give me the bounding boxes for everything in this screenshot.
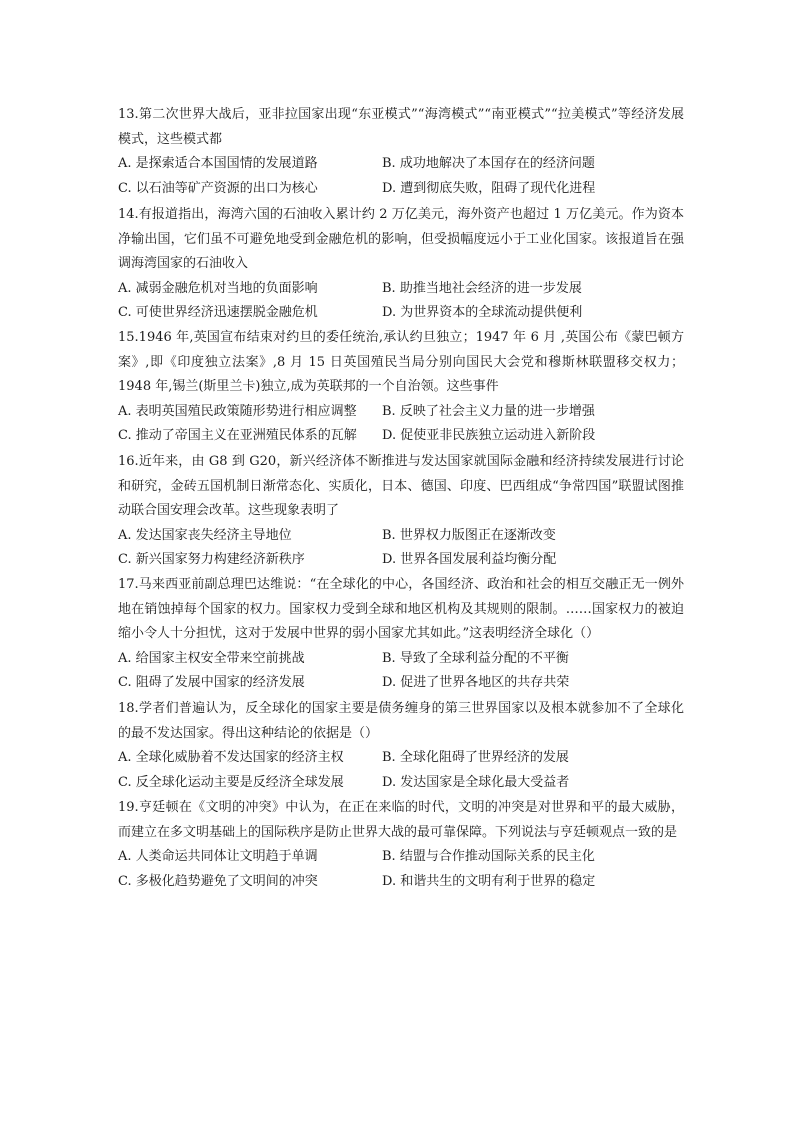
option-a: A. 减弱金融危机对当地的负面影响 [118,280,318,296]
question-14 [118,203,684,326]
option-row [118,548,684,573]
option-row [118,424,684,449]
option-c: C. 多极化趋势避免了文明间的冲突 [118,873,318,889]
option-d: D. 促进了世界各地区的共存共荣 [382,675,570,690]
option-row [118,524,684,549]
option-c: C. 新兴国家努力构建经济新秩序 [118,552,305,567]
option-row [118,152,684,177]
question-stem: 15.1946 年,英国宣布结束对约旦的委任统治,承认约旦独立；1947 年 6 月 ,英国公布《蒙巴顿方案》,即《印度独立法案》,8 月 15 日英国殖民当局分别向国民大会党和穆斯林联盟移交权力；1948 年,锡兰(斯里兰卡)独立,成为英联邦的一个自治领。这些事件 [118,330,684,394]
question-stem: 13.第二次世界大战后，亚非拉国家出现“东亚模式”“海湾模式”“南亚模式”“拉美模式”等经济发展模式，这些模式都 [118,107,684,147]
question-stem: 17.马来西亚前副总理巴达维说：“在全球化的中心，各国经济、政治和社会的相互交融正无一例外地在销蚀掉每个国家的权力。国家权力受到全球和地区机构及其规则的限制。……国家权力的被迫缩小令人十分担忧，这对于发展中世界的弱小国家尤其如此。”这表明经济全球化（） [118,577,684,641]
option-d: D. 促使亚非民族独立运动进入新阶段 [382,428,596,443]
option-row [118,647,684,672]
option-row [118,400,684,425]
question-16 [118,450,684,573]
option-a: A. 发达国家丧失经济主导地位 [118,527,292,543]
option-row [118,277,684,302]
option-row [118,845,684,870]
option-c: C. 阻碍了发展中国家的经济发展 [118,675,305,690]
option-b: B. 全球化阻碍了世界经济的发展 [382,750,569,765]
question-15 [118,326,684,449]
question-13 [118,103,684,201]
option-b: B. 反映了社会主义力量的进一步增强 [382,403,595,419]
option-d: D. 发达国家是全球化最大受益者 [382,774,570,790]
option-c: C. 可使世界经济迅速摆脱金融危机 [118,305,318,320]
option-a: A. 是探索适合本国国情的发展道路 [118,156,318,171]
option-row [118,870,684,895]
option-b: B. 助推当地社会经济的进一步发展 [382,280,582,296]
option-row [118,177,684,202]
option-row [118,671,684,696]
question-stem: 18.学者们普遍认为，反全球化的国家主要是债务缠身的第三世界国家以及根本就参加不了全球化的最不发达国家。得出这种结论的依据是（） [118,701,684,741]
option-row [118,301,684,326]
question-17 [118,573,684,696]
question-stem: 19.亨廷顿在《文明的冲突》中认为，在正在来临的时代，文明的冲突是对世界和平的最大威胁，而建立在多文明基础上的国际秩序是防止世界大战的最可靠保障。下列说法与亨廷顿观点一致的是 [118,800,684,840]
option-c: C. 反全球化运动主要是反经济全球发展 [118,774,344,790]
option-d: D. 遭到彻底失败，阻碍了现代化进程 [382,180,596,196]
option-c: C. 推动了帝国主义在亚洲殖民体系的瓦解 [118,428,357,443]
option-b: B. 结盟与合作推动国际关系的民主化 [382,849,595,864]
option-c: C. 以石油等矿产资源的出口为核心 [118,180,318,196]
option-a: A. 给国家主权安全带来空前挑战 [118,650,305,666]
option-row [118,746,684,771]
option-b: B. 导致了全球利益分配的不平衡 [382,650,569,666]
option-d: D. 和谐共生的文明有利于世界的稳定 [382,873,596,889]
option-a: A. 表明英国殖民政策随形势进行相应调整 [118,403,357,419]
option-a: A. 人类命运共同体让文明趋于单调 [118,849,318,864]
option-b: B. 世界权力版图正在逐渐改变 [382,527,556,543]
question-stem: 14.有报道指出，海湾六国的石油收入累计约 2 万亿美元，海外资产也超过 1 万亿美元。作为资本净输出国，它们虽不可避免地受到金融危机的影响，但受损幅度远小于工业化国家。该报道旨在强调海湾国家的石油收入 [118,207,684,271]
question-19 [118,796,684,894]
question-stem: 16.近年来，由 G8 到 G20，新兴经济体不断推进与发达国家就国际金融和经济持续发展进行讨论和研究，金砖五国机制日渐常态化、实质化，日本、德国、印度、巴西组成“争常四国”联盟试图推动联合国安理会改革。这些现象表明了 [118,454,684,518]
question-18 [118,697,684,795]
option-a: A. 全球化威胁着不发达国家的经济主权 [118,750,344,765]
option-b: B. 成功地解决了本国存在的经济问题 [382,156,595,171]
option-d: D. 为世界资本的全球流动提供便利 [382,305,583,320]
option-d: D. 世界各国发展利益均衡分配 [382,552,557,567]
option-row [118,771,684,796]
